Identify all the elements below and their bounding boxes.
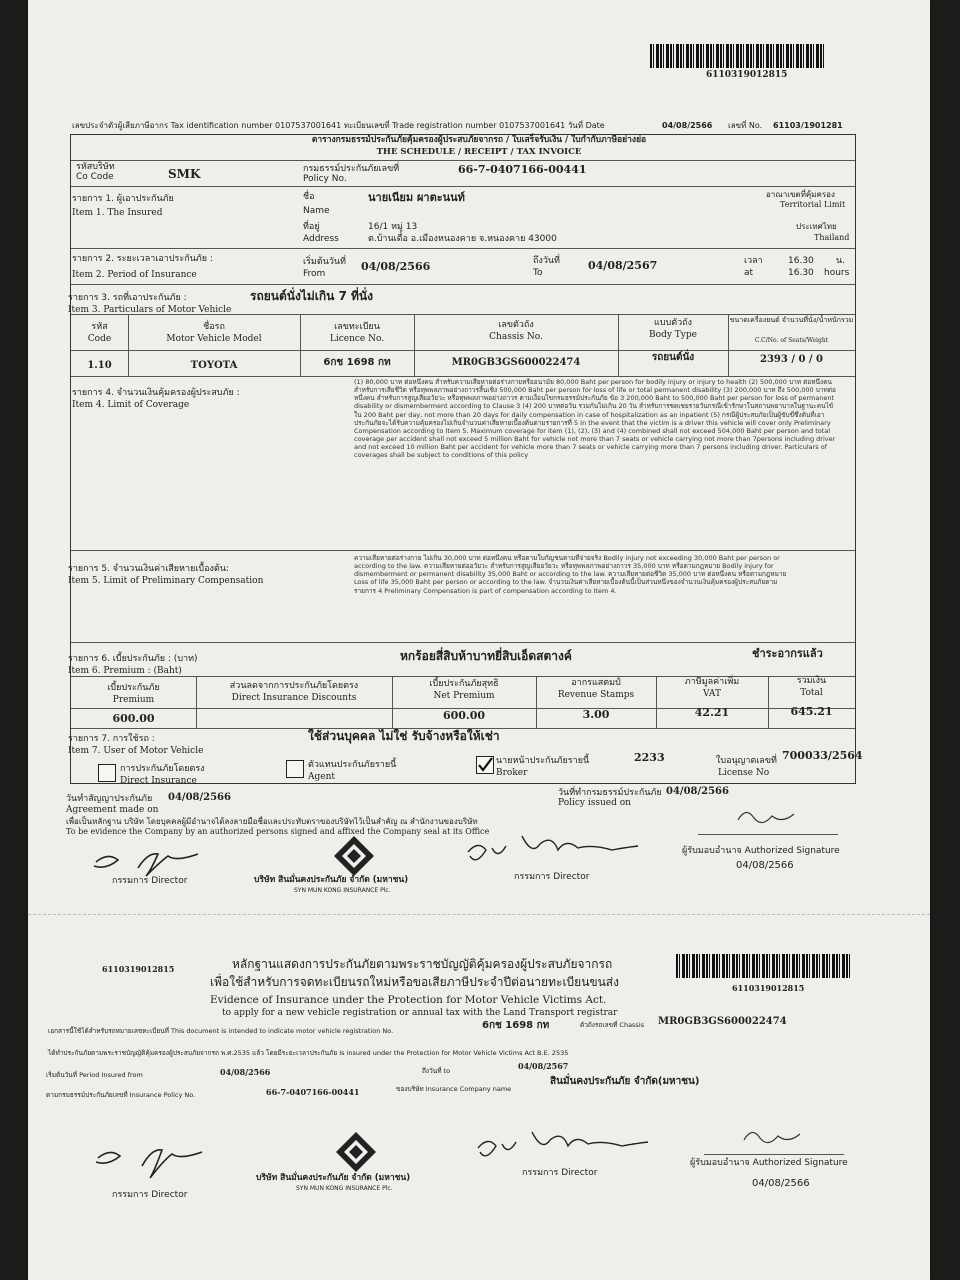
slip-chassis-label: ตัวถังรถเลขที่ Chassis xyxy=(580,1021,645,1029)
slip-authorized-label: ผู้รับมอบอำนาจ Authorized Signature xyxy=(690,1158,848,1168)
item4-label: รายการ 4. จำนวนเงินคุ้มครองผู้ประสบภัย : xyxy=(72,388,240,398)
agent-label: ตัวแทนประกันภัยรายนี้ xyxy=(308,760,397,770)
time-from: 16.30 xyxy=(788,256,814,266)
slip-company-name-th: บริษัท สินมั่นคงประกันภัย จำกัด (มหาชน) xyxy=(256,1173,411,1183)
vehicle-col-code: รหัส xyxy=(91,322,108,332)
issued-label-en: Policy issued on xyxy=(558,798,631,808)
from-label: เริ่มต้นวันที่ xyxy=(303,257,346,267)
broker-number: 2233 xyxy=(634,751,665,764)
slip-company-name-en: SYN MUN KONG INSURANCE Plc. xyxy=(296,1185,393,1192)
direct-insurance-checkbox[interactable] xyxy=(98,764,116,782)
period-to: 04/08/2567 xyxy=(588,259,658,272)
item4-label-en: Item 4. Limit of Coverage xyxy=(72,400,190,410)
document-date: 04/08/2566 xyxy=(662,121,713,130)
item7-label: รายการ 7. การใช้รถ : xyxy=(68,734,155,744)
slip-chassis: MR0GB3GS600022474 xyxy=(658,1016,787,1027)
company-name-th: บริษัท สินมั่นคงประกันภัย จำกัด (มหาชน) xyxy=(254,875,409,885)
direct-insurance-label: การประกันภัยโดยตรง xyxy=(120,764,205,774)
vehicle-col-chassis-en: Chassis No. xyxy=(489,332,543,342)
net-premium-value: 600.00 xyxy=(442,709,486,722)
slip-to: 04/08/2567 xyxy=(518,1061,569,1071)
evidence-text-en: To be evidence the Company by an authorized persons signed and affixed the Company seal at its Office xyxy=(66,827,490,836)
slip-reg-no: 6กช 1698 กท xyxy=(482,1020,550,1031)
total-value: 645.21 xyxy=(790,705,833,718)
direct-insurance-label-en: Direct Insurance xyxy=(120,776,197,786)
slip-line2: ได้ทำประกันภัยตามพระราชบัญญัติคุ้มครองผู้ประสบภัยจากรถ พ.ศ.2535 แล้ว โดยมีระยะเวลาประกันภัย Is insured under the Protection for Motor Vehicle Victims Act B.E. 2535 xyxy=(48,1049,569,1057)
time-label: เวลา xyxy=(744,256,763,266)
vehicle-col-engine-en: C.C/No. of Seats/Weight xyxy=(754,337,829,344)
slip-company: สินมั่นคงประกันภัย จำกัด(มหาชน) xyxy=(550,1076,700,1087)
license-number: 700033/2564 xyxy=(782,749,863,762)
broker-checkbox[interactable] xyxy=(476,756,494,774)
insured-name: นายเนียม ผาตะนนท์ xyxy=(368,191,465,204)
slip-director-signature-1 xyxy=(90,1128,220,1184)
territory-label-en: Territorial Limit xyxy=(780,200,846,209)
stamps-value: 3.00 xyxy=(582,708,610,721)
slip-authorized-signature xyxy=(734,1120,804,1156)
from-label-en: From xyxy=(303,269,326,279)
to-label-en: To xyxy=(533,268,543,278)
agent-label-en: Agent xyxy=(308,772,335,782)
slip-to-label: ถึงวันที่ to xyxy=(422,1067,451,1075)
co-code-label-en: Co Code xyxy=(76,172,114,182)
item3-label: รายการ 3. รถที่เอาประกันภัย : xyxy=(68,293,187,303)
issued-date: 04/08/2566 xyxy=(666,786,729,797)
premium-col-net: เบี้ยประกันภัยสุทธิ xyxy=(429,679,499,689)
slip-title-en1: Evidence of Insurance under the Protection for Motor Vehicle Victims Act. xyxy=(210,994,607,1006)
item2-label: รายการ 2. ระยะเวลาเอาประกันภัย : xyxy=(72,254,213,264)
slip-number-left: 6110319012815 xyxy=(102,964,175,974)
premium-value: 600.00 xyxy=(112,712,155,725)
address-line2: ต.บ้านเดื่อ อ.เมืองหนองคาย จ.หนองคาย 43000 xyxy=(368,234,557,244)
agreement-label-en: Agreement made on xyxy=(66,805,159,815)
address-line1: 16/1 หมู่ 13 xyxy=(368,222,418,232)
agreement-date: 04/08/2566 xyxy=(168,792,231,803)
co-code: SMK xyxy=(168,167,201,181)
premium-col-stamps: อากรแสตมป์ xyxy=(571,678,621,688)
policy-document xyxy=(28,0,930,1280)
broker-label: นายหน้าประกันภัยรายนี้ xyxy=(496,756,590,766)
company-name-en: SYN MUN KONG INSURANCE Plc. xyxy=(294,887,391,894)
premium-col-vat-en: VAT xyxy=(703,689,721,699)
vehicle-model: TOYOTA xyxy=(190,360,238,371)
vehicle-body: รถยนต์นั่ง xyxy=(651,352,695,363)
slip-from: 04/08/2566 xyxy=(220,1067,271,1077)
item1-label: รายการ 1. ผู้เอาประกันภัย xyxy=(72,194,174,204)
vehicle-code: 1.10 xyxy=(87,360,112,371)
director-signature-1 xyxy=(88,832,218,882)
premium-in-words: หกร้อยสี่สิบห้าบาทยี่สิบเอ็ดสตางค์ xyxy=(400,649,572,663)
slip-director-label-2: กรรมการ Director xyxy=(522,1168,598,1178)
item5-label-en: Item 5. Limit of Preliminary Compensation xyxy=(68,576,264,586)
premium-col-premium: เบี้ยประกันภัย xyxy=(107,683,160,693)
vehicle-col-licence-en: Licence No. xyxy=(329,334,385,344)
tax-id-line: เลขประจำตัวผู้เสียภาษีอากร Tax identification number 0107537001641 ทะเบียนเลขที่ Trade registration number 0107537001641 วันที่ Date xyxy=(72,121,605,130)
item6-label: รายการ 6. เบี้ยประกันภัย : (บาท) xyxy=(68,654,198,664)
company-logo xyxy=(332,834,376,878)
item7-label-en: Item 7. User of Motor Vehicle xyxy=(68,746,204,756)
time-label-en: at xyxy=(744,268,754,278)
premium-col-total-en: Total xyxy=(800,688,823,698)
document-no-label: เลขที่ No. xyxy=(728,121,763,130)
vat-value: 42.21 xyxy=(694,706,730,719)
coverage-text: (1) 80,000 บาท ต่อหนึ่งคน สำหรับความเสียหายต่อร่างกายหรืออนามัย 80,000 Baht per person for bodily injury or injury to health (2) 500,000 บาท ต่อหนึ่งคน สำหรับการเสียชีวิต หรือทุพพลภาพอย่างถาวรสิ้นเชิง 500,000 Baht per person for loss of life or total permanent disability (3) 200,000 บาท ถึง 500,000 บาทต่อหนึ่งคน สำหรับการสูญเสียอวัยวะ หรือทุพพลภาพอย่างถาวร ตามเงื่อนไขกรมธรรม์ประกันภัย ข้อ 3 200,000 Baht to 500,000 Baht per person for loss of permanent disability or dismemberment according to Clause 3 (4) 200 บาทต่อวัน รวมกันไม่เกิน 20 วัน สำหรับการชดเชยรายวันกรณีเข้ารักษาในสถานพยาบาลในฐานะคนไข้ใน 200 Baht per day, not more than 20 days for daily compensation in case of hospitalization as an inpatient (5) กรณีผู้ประสบภัยเป็นผู้ขับขี่ซึ่งต้นที่เอาประกันภัยจะได้รับความคุ้มครองไม่เกินจำนวนค่าเสียหายเบื้องต้นตามรายการที่ 5 In the event that the victim is a driver this vehicle will cover only Preliminary Compensation according to Item 5. Maximum coverage for item (1), (2), (3) and (4) combined shall not exceed 504,000 Baht per person and total coverage per accident shall not exceed 5 million Baht for vehicle not more than 7 seats or vehicle carrying not more than 7persons including driver and not exceed 10 million Baht per accident for vehicle more than 7 seats or vehicle carrying more than 7 persons including driver. Particulars of coverages shall be subject to conditions of this policy xyxy=(354,378,836,460)
premium-col-stamps-en: Revenue Stamps xyxy=(557,690,635,700)
country-en: Thailand xyxy=(814,233,850,242)
evidence-text-th: เพื่อเป็นหลักฐาน บริษัท โดยบุคคลผู้มีอำนาจได้ลงลายมือชื่อและประทับตราของบริษัทไว้เป็นสำคัญ ณ สำนักงานของบริษัท xyxy=(66,817,478,826)
slip-company-logo xyxy=(334,1130,378,1174)
period-from: 04/08/2566 xyxy=(361,260,431,273)
premium-col-total: รวมเงิน xyxy=(796,676,827,686)
vehicle-col-code-en: Code xyxy=(87,334,112,344)
slip-policy: 66-7-0407166-00441 xyxy=(266,1087,360,1097)
slip-title-en2: to apply for a new vehicle registration or annual tax with the Land Transport registrar xyxy=(222,1008,618,1018)
slip-number-right: 6110319012815 xyxy=(732,983,805,993)
slip-authorized-date: 04/08/2566 xyxy=(752,1178,810,1189)
address-label: ที่อยู่ xyxy=(303,222,320,232)
item5-label: รายการ 5. จำนวนเงินค่าเสียหายเบื้องต้น: xyxy=(68,564,229,574)
territory-label: อาณาเขตที่คุ้มครอง xyxy=(766,190,835,199)
slip-line1: เอกสารนี้ใช้ได้สำหรับรถหมายเลขทะเบียนที่ This document is intended to indicate motor vehicle registration No. xyxy=(48,1027,394,1035)
item1-label-en: Item 1. The Insured xyxy=(72,208,163,218)
policy-no: 66-7-0407166-00441 xyxy=(458,163,587,176)
authorized-date: 04/08/2566 xyxy=(736,860,794,871)
director-signature-2 xyxy=(462,826,642,872)
license-label-en: License No xyxy=(718,768,770,778)
director-label-2: กรรมการ Director xyxy=(514,872,590,882)
premium-col-discount: ส่วนลดจากการประกันภัยโดยตรง xyxy=(229,681,359,691)
policy-no-label: กรมธรรม์ประกันภัยเลขที่ xyxy=(303,164,400,174)
slip-policy-label: ตามกรมธรรม์ประกันภัยเลขที่ Insurance Policy No. xyxy=(46,1091,196,1099)
issued-label: วันที่ทำกรมธรรม์ประกันภัย xyxy=(558,788,662,798)
slip-title-th2: เพื่อใช้สำหรับการจดทะเบียนรถใหม่หรือขอเสียภาษีประจำปีต่อนายทะเบียนขนส่ง xyxy=(210,975,619,989)
name-label-en: Name xyxy=(303,206,330,216)
slip-company-label: ของบริษัท Insurance Company name xyxy=(396,1085,512,1093)
preliminary-text: ความเสียหายต่อร่างกาย ไม่เกิน 30,000 บาท ต่อหนึ่งคน หรือตามใบกัญชนตามที่จ่ายจริง Bodily injury not exceeding 30,000 Baht per person or according to the law. ความเสียหายต่ออวัยวะ สำหรับการสูญเสียอวัยวะ หรือทุพพลภาพอย่างถาวร 35,000 บาท หรือตามกฎหมาย Bodily injury for dismemberment or permanent disability 35,000 Baht or according to the law. ความเสียหายต่อชีวิต 35,000 บาท ต่อหนึ่งคน หรือตามกฎหมาย Loss of life 35,000 Baht per person or according to the law. จำนวนเงินค่าเสียหายเบื้องต้นนี้เป็นส่วนหนึ่งของจำนวนเงินคุ้มครองผู้ประสบภัยตามรายการ 4 Preliminary Compensation is part of compensation according to Item 4. xyxy=(354,554,787,595)
barcode xyxy=(650,44,826,68)
schedule-title-th: ตารางกรมธรรม์ประกันภัยคุ้มครองผู้ประสบภัยจากรถ / ใบเสร็จรับเงิน / ใบกำกับภาษีอย่างย่อ xyxy=(311,135,647,145)
vehicle-col-body: แบบตัวถัง xyxy=(654,318,692,328)
item6-label-en: Item 6. Premium : (Baht) xyxy=(68,666,182,676)
item3-label-en: Item 3. Particulars of Motor Vehicle xyxy=(68,305,232,315)
vehicle-col-licence: เลขทะเบียน xyxy=(334,322,380,332)
hours-label-en: hours xyxy=(824,268,850,278)
license-label: ใบอนุญาตเลขที่ xyxy=(716,756,777,766)
vehicle-engine: 2393 / 0 / 0 xyxy=(760,354,823,365)
country: ประเทศไทย xyxy=(796,222,837,231)
time-to: 16.30 xyxy=(788,268,814,278)
co-code-label: รหัสบริษัท xyxy=(76,162,115,172)
barcode-number: 6110319012815 xyxy=(706,70,788,80)
document-no: 61103/1901281 xyxy=(773,121,843,130)
slip-director-label-1: กรรมการ Director xyxy=(112,1190,188,1200)
premium-col-net-en: Net Premium xyxy=(433,691,495,701)
vehicle-col-chassis: เลขตัวถัง xyxy=(498,320,534,330)
agent-checkbox[interactable] xyxy=(286,760,304,778)
slip-barcode xyxy=(676,954,852,978)
broker-label-en: Broker xyxy=(496,768,528,778)
vehicle-col-model-en: Motor Vehicle Model xyxy=(166,334,262,344)
authorized-signature xyxy=(728,800,798,836)
premium-col-vat: ภาษีมูลค่าเพิ่ม xyxy=(684,677,740,687)
item2-label-en: Item 2. Period of Insurance xyxy=(72,270,197,280)
premium-col-discount-en: Direct Insurance Discounts xyxy=(231,693,357,703)
to-label: ถึงวันที่ xyxy=(533,256,560,266)
stamp-duty-paid: ชำระอากรแล้ว xyxy=(752,647,823,660)
vehicle-col-engine: ขนาดเครื่องยนต์ จำนวนที่นั่ง/น้ำหนักรวม xyxy=(729,316,854,324)
vehicle-type: รถยนต์นั่งไม่เกิน 7 ที่นั่ง xyxy=(250,289,373,303)
slip-title-th1: หลักฐานแสดงการประกันภัยตามพระราชบัญญัติคุ้มครองผู้ประสบภัยจากรถ xyxy=(232,957,613,971)
hours-label: น. xyxy=(836,256,846,266)
policy-no-label-en: Policy No. xyxy=(303,174,347,184)
vehicle-col-model: ชื่อรถ xyxy=(203,322,225,332)
address-label-en: Address xyxy=(303,234,339,244)
slip-from-label: เริ่มต้นวันที่ Period Insured from xyxy=(46,1071,143,1079)
premium-col-premium-en: Premium xyxy=(112,695,155,705)
agreement-label: วันทำสัญญาประกันภัย xyxy=(66,794,153,804)
vehicle-chassis: MR0GB3GS600022474 xyxy=(451,357,581,368)
authorized-label: ผู้รับมอบอำนาจ Authorized Signature xyxy=(682,846,840,856)
vehicle-use: ใช้ส่วนบุคคล ไม่ใช่ รับจ้างหรือให้เช่า xyxy=(308,729,500,743)
check-icon xyxy=(477,757,493,773)
name-label: ชื่อ xyxy=(303,192,315,202)
director-label-1: กรรมการ Director xyxy=(112,876,188,886)
schedule-title-en: THE SCHEDULE / RECEIPT / TAX INVOICE xyxy=(376,147,582,157)
vehicle-col-body-en: Body Type xyxy=(649,330,697,340)
slip-director-signature-2 xyxy=(472,1122,652,1168)
vehicle-licence: 6กช 1698 กท xyxy=(323,357,391,368)
